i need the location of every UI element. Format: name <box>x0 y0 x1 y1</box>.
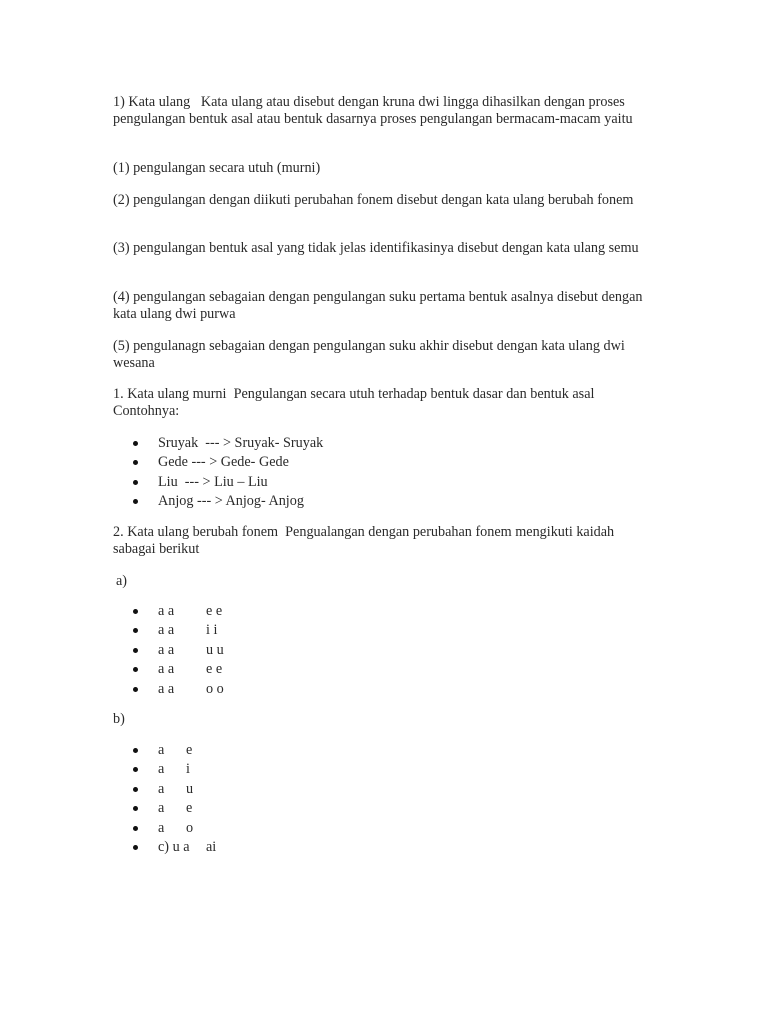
list-item <box>133 434 323 453</box>
bullet-icon <box>133 667 138 672</box>
list-item <box>133 799 216 818</box>
type-item: (2) pengulangan dengan diikuti perubahan fonem disebut dengan kata ulang berubah fonem <box>113 192 634 208</box>
group-a-list <box>133 602 224 699</box>
fonem-to: i <box>186 761 190 778</box>
intro-paragraph <box>113 94 658 127</box>
list-item <box>133 760 216 779</box>
fonem-from: c) u a <box>158 838 190 855</box>
section1-paragraph <box>113 386 658 419</box>
group-b-label: b) <box>113 711 125 727</box>
fonem-to: u <box>186 780 194 797</box>
bullet-icon <box>133 480 138 485</box>
list-item <box>133 641 224 660</box>
fonem-to: e e <box>206 603 223 619</box>
group-a-label: a) <box>116 573 128 589</box>
example-text: Liu --- > Liu – Liu <box>158 473 268 490</box>
bullet-icon <box>133 687 138 692</box>
section2-heading: 2. Kata ulang berubah fonem <box>113 524 279 540</box>
list-item <box>133 780 216 799</box>
list-item <box>133 838 216 857</box>
fonem-to: i i <box>206 622 218 639</box>
list-item <box>133 621 224 640</box>
section1-text: Pengulangan secara utuh terhadap bentuk dasar dan bentuk asal Contohnya: <box>113 386 595 419</box>
type-item: (3) pengulangan bentuk asal yang tidak jelas identifikasinya disebut dengan kata ulang semu <box>113 240 639 256</box>
example-text: Sruyak --- > Sruyak- Sruyak <box>158 435 324 451</box>
example-text: Gede --- > Gede- Gede <box>158 454 289 471</box>
bullet-icon <box>133 787 138 792</box>
fonem-from: a <box>158 761 165 778</box>
bullet-icon <box>133 806 138 811</box>
list-item <box>133 660 224 679</box>
list-item <box>133 819 216 838</box>
bullet-icon <box>133 441 138 446</box>
fonem-from: a <box>158 780 165 797</box>
fonem-to: o <box>186 819 194 836</box>
fonem-to: e <box>186 742 193 758</box>
fonem-from: a <box>158 742 165 758</box>
section1-heading: 1. Kata ulang murni <box>113 386 227 402</box>
bullet-icon <box>133 826 138 831</box>
section2-text: Pengualangan dengan perubahan fonem mengikuti kaidah sabagai berikut <box>113 524 615 557</box>
fonem-from: a <box>158 800 165 817</box>
fonem-to: ai <box>206 838 217 855</box>
bullet-icon <box>133 460 138 465</box>
fonem-from: a a <box>158 661 175 678</box>
list-item <box>133 453 323 472</box>
example-text: Anjog --- > Anjog- Anjog <box>158 493 304 510</box>
fonem-to: o o <box>206 680 224 697</box>
list-item <box>133 492 323 511</box>
fonem-from: a a <box>158 680 175 697</box>
fonem-from: a a <box>158 641 175 658</box>
fonem-to: u u <box>206 641 224 658</box>
group-b-list <box>133 741 216 857</box>
bullet-icon <box>133 845 138 850</box>
bullet-icon <box>133 499 138 504</box>
type-item: (4) pengulangan sebagaian dengan pengulangan suku pertama bentuk asalnya disebut dengan kata ulang dwi purwa <box>113 289 643 322</box>
type-item: (1) pengulangan secara utuh (murni) <box>113 160 321 176</box>
section2-paragraph <box>113 524 658 557</box>
bullet-icon <box>133 628 138 633</box>
fonem-from: a <box>158 819 165 836</box>
bullet-icon <box>133 767 138 772</box>
list-item <box>133 602 224 621</box>
section1-example-list <box>133 434 323 512</box>
list-item <box>133 741 216 760</box>
fonem-to: e <box>186 800 193 817</box>
bullet-icon <box>133 609 138 614</box>
list-item <box>133 473 323 492</box>
list-item <box>133 680 224 699</box>
intro-text: Kata ulang atau disebut dengan kruna dwi lingga dihasilkan dengan proses pengulangan bentuk asal atau bentuk dasarnya proses pengulangan bermacam-macam yaitu <box>113 94 633 127</box>
fonem-from: a a <box>158 603 175 619</box>
bullet-icon <box>133 648 138 653</box>
fonem-from: a a <box>158 622 175 639</box>
bullet-icon <box>133 748 138 753</box>
type-item: (5) pengulanagn sebagaian dengan pengulangan suku akhir disebut dengan kata ulang dwi wesana <box>113 338 625 371</box>
fonem-to: e e <box>206 661 223 678</box>
intro-heading: 1) Kata ulang <box>113 94 191 110</box>
